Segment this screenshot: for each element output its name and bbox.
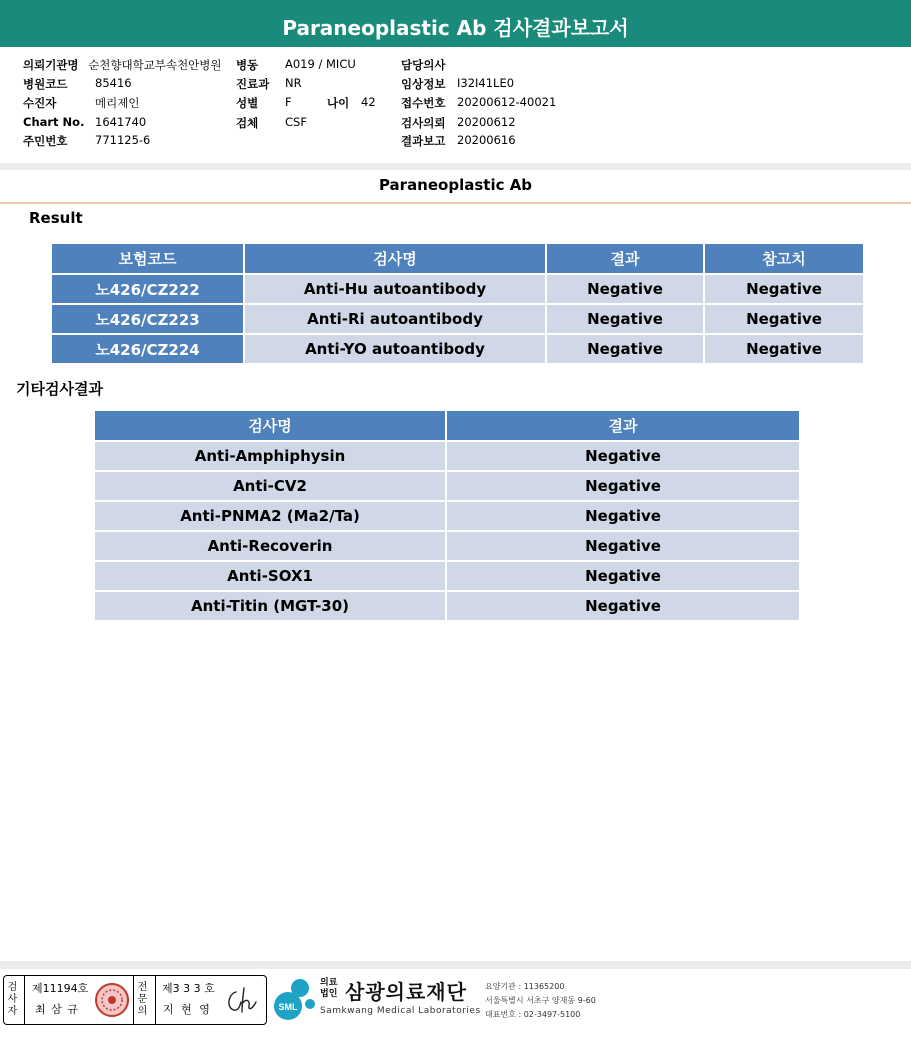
lab-phone: 대표번호 : 02-3497-5100	[485, 1010, 581, 1019]
ward-row	[236, 57, 258, 73]
test-name: Anti-Recoverin	[95, 532, 445, 560]
insurance-code: 노426/CZ222	[52, 275, 243, 303]
ward-label: 병동	[236, 58, 259, 72]
table-row	[95, 532, 799, 560]
test-name: Anti-Titin (MGT-30)	[95, 592, 445, 620]
hospital-code-row	[23, 76, 67, 92]
specimen-value: CSF	[285, 115, 307, 129]
column-header: 보험코드	[52, 244, 243, 273]
test-result: Negative	[547, 335, 703, 363]
lab-corp-label: 의료법인	[320, 978, 338, 999]
tester-label-text: 검사자	[7, 982, 18, 1017]
age-label: 나이	[327, 96, 350, 110]
tester-license: 제11194호	[32, 982, 89, 995]
report-date-value: 20200616	[457, 133, 516, 147]
other-results-label: 기타검사결과	[16, 380, 103, 398]
specialist-label-text: 전문의	[137, 982, 148, 1017]
test-result: Negative	[447, 592, 799, 620]
footer-divider	[0, 961, 911, 969]
institution-row	[23, 57, 222, 73]
clinical-label: 임상정보	[401, 77, 446, 91]
logo-text: SML	[278, 1002, 298, 1012]
table-row	[52, 275, 863, 303]
patient-value: 메리제인	[95, 96, 140, 110]
test-result: Negative	[447, 502, 799, 530]
test-result: Negative	[447, 562, 799, 590]
test-name: Anti-Amphiphysin	[95, 442, 445, 470]
dept-label: 진료과	[236, 77, 270, 91]
seal-icon	[94, 982, 130, 1018]
lab-name: 삼광의료재단	[345, 980, 467, 1004]
table-row	[95, 502, 799, 530]
id-value: 771125-6	[95, 133, 151, 147]
tester-label	[7, 982, 19, 1018]
chart-label: Chart No.	[23, 115, 85, 129]
lab-logo-icon	[270, 974, 316, 1024]
hospital-code-label: 병원코드	[23, 77, 68, 91]
section-title: Paraneoplastic Ab	[378, 176, 533, 194]
institution-label: 의뢰기관명	[23, 58, 79, 72]
test-name: Anti-Hu autoantibody	[245, 275, 545, 303]
divider	[133, 976, 134, 1024]
hospital-code-value: 85416	[95, 76, 132, 90]
specimen-label: 검체	[236, 116, 259, 130]
test-name: Anti-SOX1	[95, 562, 445, 590]
divider	[0, 202, 911, 204]
test-name: Anti-Ri autoantibody	[245, 305, 545, 333]
lab-code: 요양기관 : 11365200	[485, 982, 565, 991]
specialist-name: 지 현 영	[163, 1003, 212, 1016]
test-result: Negative	[447, 532, 799, 560]
reference-value: Negative	[705, 335, 863, 363]
test-name: Anti-PNMA2 (Ma2/Ta)	[95, 502, 445, 530]
column-header: 검사명	[245, 244, 545, 273]
column-header: 참고치	[705, 244, 863, 273]
divider	[155, 976, 156, 1024]
table-row	[95, 472, 799, 500]
other-results-table	[93, 409, 801, 622]
doctor-label: 담당의사	[401, 58, 446, 72]
column-header: 결과	[447, 411, 799, 440]
insurance-code: 노426/CZ223	[52, 305, 243, 333]
signature-box	[3, 975, 267, 1025]
request-date-label: 검사의뢰	[401, 116, 446, 130]
ward-value: A019 / MICU	[285, 57, 356, 71]
reference-value: Negative	[705, 305, 863, 333]
column-header: 검사명	[95, 411, 445, 440]
insurance-code: 노426/CZ224	[52, 335, 243, 363]
lab-english-name: Samkwang Medical Laboratories	[320, 1006, 481, 1016]
report-date-label: 결과보고	[401, 134, 446, 148]
table-header-row	[52, 244, 863, 273]
test-result: Negative	[447, 442, 799, 470]
age-value: 42	[361, 95, 376, 109]
table-row	[95, 592, 799, 620]
table-row	[95, 442, 799, 470]
test-result: Negative	[547, 275, 703, 303]
patient-label: 수진자	[23, 96, 57, 110]
chart-value: 1641740	[95, 115, 147, 129]
reference-value: Negative	[705, 275, 863, 303]
test-result: Negative	[447, 472, 799, 500]
id-label: 주민번호	[23, 134, 68, 148]
request-date-value: 20200612	[457, 115, 516, 129]
test-result: Negative	[547, 305, 703, 333]
tester-name: 최 삼 규	[35, 1003, 79, 1016]
result-table	[50, 242, 865, 365]
report-title: Paraneoplastic Ab 검사결과보고서	[0, 0, 911, 47]
sex-label: 성별	[236, 96, 259, 110]
test-name: Anti-CV2	[95, 472, 445, 500]
table-row	[52, 335, 863, 363]
column-header: 결과	[547, 244, 703, 273]
specialist-label	[137, 982, 149, 1018]
table-header-row	[95, 411, 799, 440]
table-row	[52, 305, 863, 333]
divider	[0, 163, 911, 170]
result-label: Result	[29, 209, 83, 227]
sex-value: F	[285, 95, 292, 109]
divider	[24, 976, 25, 1024]
table-row	[95, 562, 799, 590]
institution-value: 순천향대학교부속천안병원	[88, 58, 222, 72]
receipt-label: 접수번호	[401, 96, 446, 110]
doctor-row	[401, 57, 445, 73]
dept-value: NR	[285, 76, 302, 90]
clinical-value: I32I41LE0	[457, 76, 515, 90]
test-name: Anti-YO autoantibody	[245, 335, 545, 363]
receipt-value: 20200612-40021	[457, 95, 557, 109]
specialist-license: 제3 3 3 호	[162, 982, 215, 995]
signature-icon	[222, 984, 262, 1018]
lab-address: 서울특별시 서초구 양재동 9-60	[485, 996, 596, 1005]
